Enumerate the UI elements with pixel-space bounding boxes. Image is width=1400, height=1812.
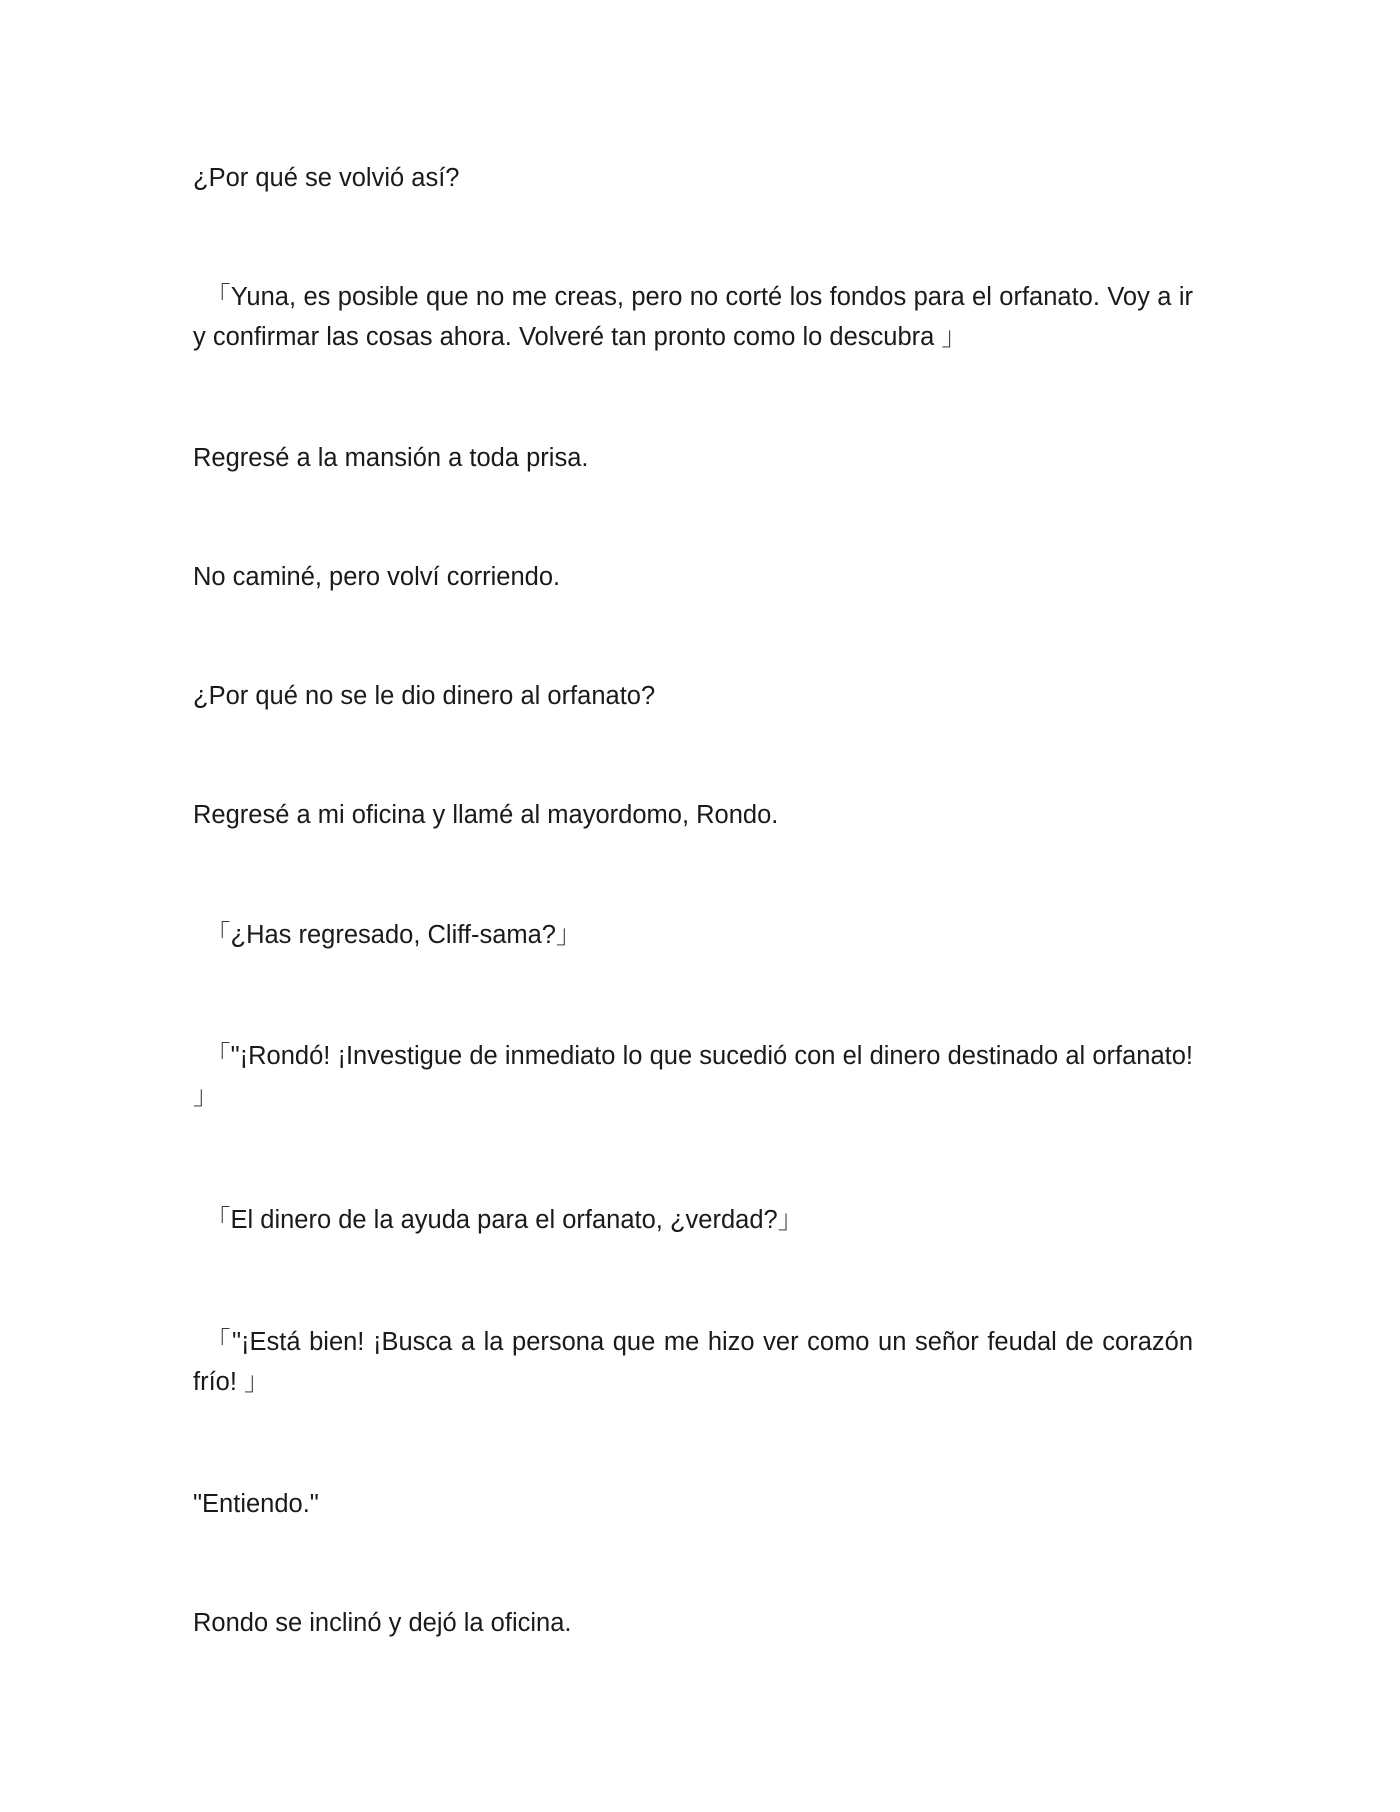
paragraph-1: ¿Por qué se volvió así? xyxy=(193,164,460,192)
paragraph-8: 「"¡Rondó! ¡Investigue de inmediato lo que sucedió con el dinero destinado al orfanato! 」 xyxy=(193,1042,1193,1110)
paragraph-4: No caminé, pero volví corriendo. xyxy=(193,563,561,591)
paragraph-2: 「Yuna, es posible que no me creas, pero no corté los fondos para el orfanato. Voy a ir y confirmar las cosas ahora. Volveré tan pronto como lo descubra 」 xyxy=(193,283,1193,351)
paragraph-7: 「¿Has regresado, Cliff-sama?」 xyxy=(205,921,582,949)
paragraph-12: Rondo se inclinó y dejó la oficina. xyxy=(193,1609,572,1637)
paragraph-11: "Entiendo." xyxy=(193,1490,319,1518)
paragraph-6: Regresé a mi oficina y llamé al mayordomo, Rondo. xyxy=(193,801,779,829)
paragraph-3: Regresé a la mansión a toda prisa. xyxy=(193,444,589,472)
paragraph-9: 「El dinero de la ayuda para el orfanato, ¿verdad?」 xyxy=(205,1206,804,1234)
paragraph-10: 「"¡Está bien! ¡Busca a la persona que me hizo ver como un señor feudal de corazón frío! 」 xyxy=(193,1328,1193,1396)
paragraph-5: ¿Por qué no se le dio dinero al orfanato? xyxy=(193,682,656,710)
